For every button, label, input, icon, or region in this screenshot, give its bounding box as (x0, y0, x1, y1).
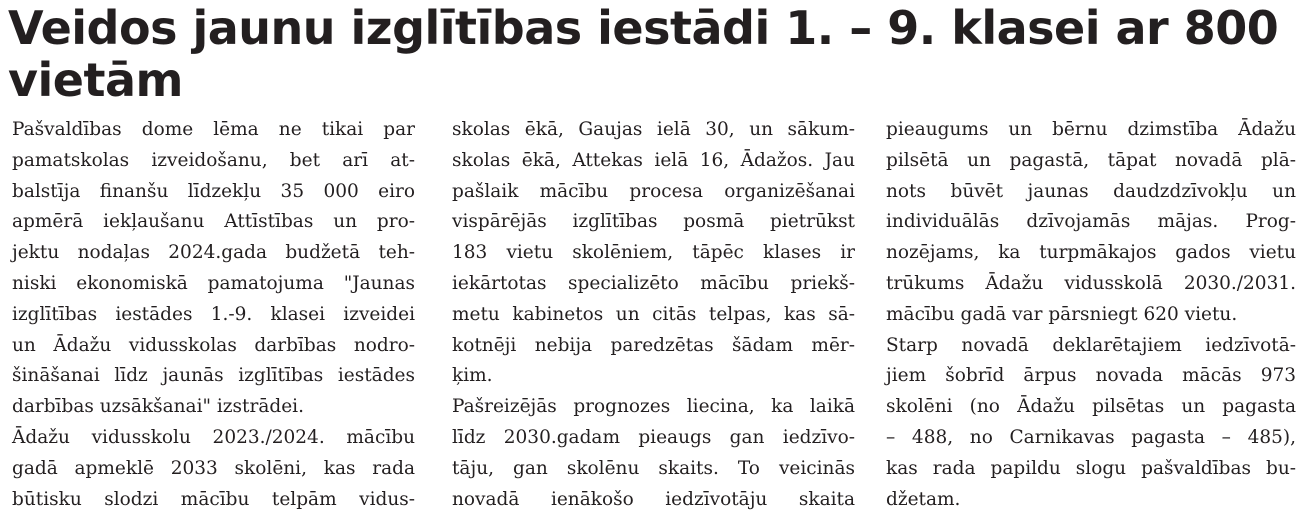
text-line: līdz 2030.gadam pieaugs gan iedzīvo- (452, 426, 855, 448)
text-line: darbības uzsākšanai" izstrādei. (12, 396, 304, 418)
text-line: novadā ienākošo iedzīvotāju skaita (452, 488, 855, 510)
text-line: mācību gadā var pārsniegt 620 vietu. (886, 303, 1238, 325)
paragraph (886, 115, 1296, 331)
text-line: balstīja finanšu līdzekļu 35 000 eiro (12, 180, 415, 202)
text-line: Pašreizējās prognozes liecina, ka laikā (452, 396, 855, 418)
article-body (12, 115, 1296, 510)
paragraph (886, 331, 1296, 515)
text-line: – 488, no Carnikavas pagasta – 485), (886, 426, 1296, 448)
text-line: trūkums Ādažu vidusskolā 2030./2031. (886, 272, 1296, 294)
text-line: Pašvaldības dome lēma ne tikai par (12, 119, 415, 140)
text-line: šināšanai līdz jaunās izglītības iestādes (12, 365, 415, 387)
text-line: pamatskolas izveidošanu, bet arī at- (12, 149, 415, 171)
text-line: un Ādažu vidusskolas darbības nodro- (12, 334, 415, 356)
text-line: kotnēji nebija paredzētas šādam mēr- (452, 334, 855, 356)
text-line: vispārējās izglītības posmā pietrūkst (452, 211, 855, 233)
text-line: niski ekonomiskā pamatojuma "Jaunas (12, 272, 415, 294)
text-line: tāju, gan skolēnu skaits. To veicinās (452, 457, 855, 479)
text-line: nots būvēt jaunas daudzdzīvokļu un (886, 180, 1296, 202)
text-line: jektu nodaļas 2024.gada budžetā teh- (12, 242, 415, 264)
text-line: džetam. (886, 488, 961, 510)
text-line: iekārtotas specializēto mācību priekš- (452, 272, 855, 294)
article-headline: Veidos jaunu izglītības iestādi 1. – 9. klasei ar 800 vietām (8, 1, 1279, 107)
text-line: nozējams, ka turpmākajos gados vietu (886, 242, 1296, 264)
text-line: individuālās dzīvojamās mājas. Prog- (886, 211, 1296, 233)
paragraph (452, 115, 855, 392)
text-line: skolēni (no Ādažu pilsētas un pagasta (886, 396, 1296, 418)
text-line: Ādažu vidusskolu 2023./2024. mācību (12, 426, 415, 448)
paragraph (12, 423, 415, 515)
text-line: pašlaik mācību procesa organizēšanai (452, 180, 855, 202)
text-line: jiem šobrīd ārpus novada mācās 973 (886, 365, 1296, 387)
text-line: būtisku slodzi mācību telpām vidus- (12, 488, 415, 510)
article-column-2 (452, 115, 855, 515)
paragraph (452, 392, 855, 515)
text-line: skolas ēkā, Attekas ielā 16, Ādažos. Jau (452, 149, 855, 171)
text-line: gadā apmeklē 2033 skolēni, kas rada (12, 457, 415, 479)
paragraph (12, 115, 415, 423)
article-column-3 (886, 115, 1296, 515)
text-line: pieaugums un bērnu dzimstība Ādažu (886, 119, 1296, 140)
text-line: izglītības iestādes 1.-9. klasei izveidei (12, 303, 415, 325)
text-line: Starp novadā deklarētajiem iedzīvotā- (886, 334, 1296, 356)
text-line: ķim. (452, 365, 493, 387)
article-column-1 (12, 115, 415, 515)
text-line: apmērā iekļaušanu Attīstības un pro- (12, 211, 415, 233)
text-line: metu kabinetos un citās telpas, kas sā- (452, 303, 855, 325)
text-line: skolas ēkā, Gaujas ielā 30, un sākum- (452, 119, 855, 140)
text-line: pilsētā un pagastā, tāpat novadā plā- (886, 149, 1296, 171)
text-line: 183 vietu skolēniem, tāpēc klases ir (452, 242, 855, 264)
text-line: kas rada papildu slogu pašvaldības bu- (886, 457, 1296, 479)
